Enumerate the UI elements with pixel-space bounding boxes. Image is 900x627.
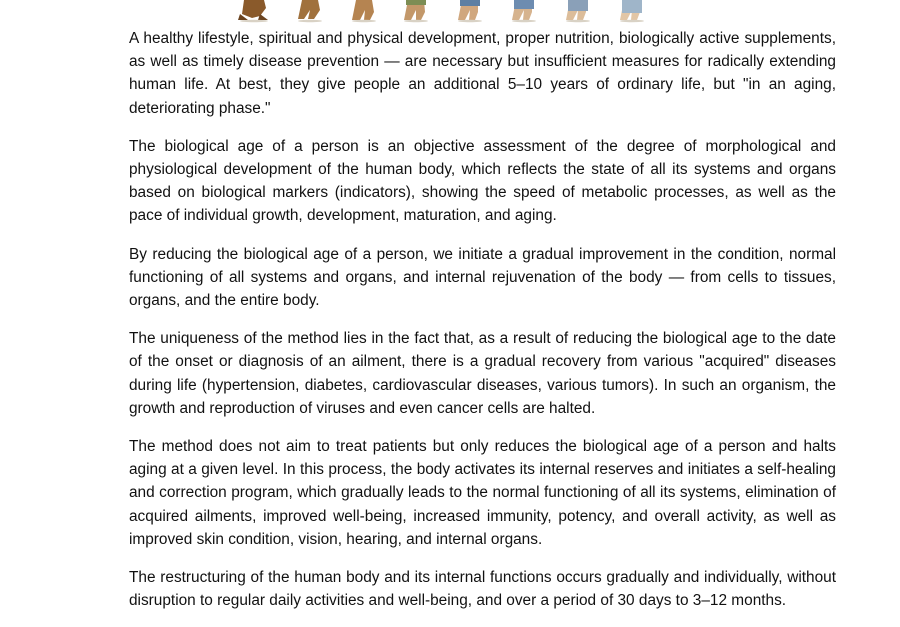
human-evolution-illustration-icon [230, 0, 670, 22]
paragraph-method-aim: The method does not aim to treat patients but only reduces the biological age of a person and halts aging at a given level. In this process, the body activates its internal reserves and initiates a self-healing and correction program, which gradually leads to the normal functioning of all its systems, elimination of acquired ailments, improved well-being, increased immunity, potency, and overall activity, as well as improved skin condition, vision, hearing, and internal organs. [129, 438, 836, 548]
paragraph-biological-age-definition: The biological age of a person is an objective assessment of the degree of morphological and physiological development of the human body, which reflects the state of all its systems and organs based on biological markers (indicators), showing the speed of metabolic processes, as well as the pace of individual growth, development, maturation, and aging. [129, 137, 836, 225]
article-body [129, 27, 836, 627]
paragraph-reducing-biological-age: By reducing the biological age of a person, we initiate a gradual improvement in the condition, normal functioning of all systems and organs, and internal rejuvenation of the body — from cells to tissues, organs, and the entire body. [129, 245, 836, 310]
paragraph-restructuring: The restructuring of the human body and its internal functions occurs gradually and individually, without disruption to regular daily activities and well-being, and over a period of 30 days to 3–12 months. [129, 569, 836, 610]
paragraph-method-uniqueness: The uniqueness of the method lies in the fact that, as a result of reducing the biological age to the date of the onset or diagnosis of an ailment, there is a gradual recovery from various "acquired" diseases during life (hypertension, diabetes, cardiovascular diseases, various tumors). In such an organism, the growth and reproduction of viruses and even cancer cells are halted. [129, 330, 836, 417]
paragraph-healthy-lifestyle: A healthy lifestyle, spiritual and physical development, proper nutrition, biologically active supplements, as well as timely disease prevention — are necessary but insufficient measures for radically extending human life. At best, they give people an additional 5–10 years of ordinary life, but "in an aging, deteriorating phase." [129, 30, 836, 117]
